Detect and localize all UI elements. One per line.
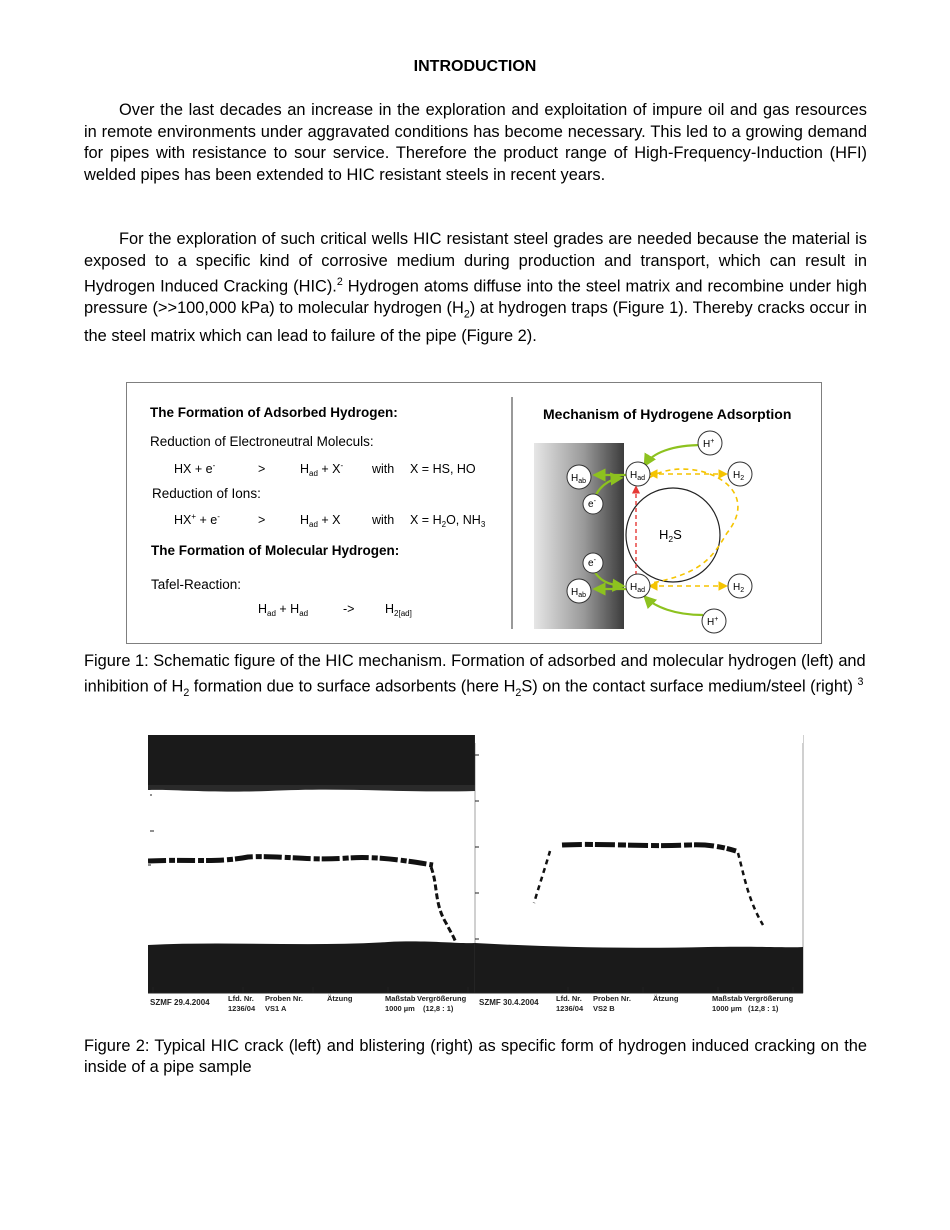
svg-text:e-: e- bbox=[588, 498, 596, 510]
svg-text:H2: $H_2$ bbox=[733, 470, 745, 482]
svg-text:Vergrößerung: Vergrößerung bbox=[744, 994, 794, 1003]
svg-text:Ätzung: Ätzung bbox=[327, 994, 353, 1003]
svg-text:H2: $H_2$ bbox=[733, 582, 745, 594]
svg-text:HX + e-: HX + e- bbox=[174, 461, 216, 476]
svg-text:Had + Had: $H_{ad} + H_{ad}$ bbox=[258, 602, 309, 618]
footnote-ref-2: 2 bbox=[336, 276, 343, 289]
svg-text:VS1 A: VS1 A bbox=[265, 1004, 287, 1013]
svg-text:Hab: $H_{ab}$ bbox=[571, 473, 587, 485]
equation-1 bbox=[174, 461, 476, 478]
left-title: The Formation of Adsorbed Hydrogen: bbox=[150, 405, 398, 420]
svg-text:1236/04: 1236/04 bbox=[228, 1004, 256, 1013]
tafel-equation bbox=[258, 602, 412, 618]
svg-text:with: with bbox=[372, 462, 395, 476]
svg-text:>: > bbox=[258, 462, 266, 476]
svg-text:(12,8 : 1): (12,8 : 1) bbox=[748, 1004, 779, 1013]
figure-2-caption: Figure 2: Typical HIC crack (left) and blistering (right) as specific form of hydrogen induced cracking on the inside of a pipe sample bbox=[84, 1037, 867, 1076]
equation-2 bbox=[174, 512, 486, 529]
svg-text:Lfd. Nr.: Lfd. Nr. bbox=[556, 994, 582, 1003]
svg-text:Ätzung: Ätzung bbox=[653, 994, 679, 1003]
svg-text:SZMF 29.4.2004: SZMF 29.4.2004 bbox=[150, 998, 210, 1007]
svg-text:Hab: $H_{ab}$ bbox=[571, 587, 587, 599]
paragraph-2-text-c: ) at hydrogen traps (Figure 1). Thereby cracks occur in the steel matrix which can lead to failure of the pipe (Figure 2). bbox=[84, 299, 867, 346]
svg-text:X = H2O, NH3: $X = H_2O$, $NH_3$ bbox=[410, 513, 486, 529]
svg-text:H2[ad]: $H_{2[ad]}$ bbox=[385, 602, 412, 618]
svg-text:1000 µm: 1000 µm bbox=[385, 1004, 415, 1013]
figure-2-micrographs bbox=[148, 735, 804, 1017]
svg-text:Had + X: $H_{ad} + X$ bbox=[300, 513, 341, 529]
svg-text:Had: $H_{ad}$ bbox=[630, 470, 646, 482]
figure-1-hic-mechanism bbox=[126, 382, 822, 644]
svg-text:Lfd. Nr.: Lfd. Nr. bbox=[228, 994, 254, 1003]
svg-text:Had + X-: $H_{ad} + X^-$ bbox=[300, 461, 344, 478]
svg-text:H+: H+ bbox=[703, 438, 715, 450]
paragraph-2 bbox=[84, 229, 867, 348]
svg-text:with: with bbox=[372, 513, 395, 527]
svg-text:->: -> bbox=[343, 602, 355, 616]
micrograph-right bbox=[475, 735, 803, 993]
figure-1-caption: Figure 1: Schematic figure of the HIC mechanism. Formation of adsorbed and molecular hydrogen (left) and inhibition of $H_2$ formation due to surface adsorbents (here $H_2S$) on the contact surface medium/steel (right) $^3$ bbox=[84, 652, 866, 699]
svg-text:Proben Nr.: Proben Nr. bbox=[265, 994, 303, 1003]
micrograph-left bbox=[148, 735, 475, 993]
svg-text:Maßstab: Maßstab bbox=[712, 994, 743, 1003]
reduction-molecules-label: Reduction of Electroneutral Moleculs: bbox=[150, 434, 374, 449]
svg-text:HX+ + e-: HX+ + e- bbox=[174, 512, 220, 527]
svg-text:Vergrößerung: Vergrößerung bbox=[417, 994, 467, 1003]
svg-text:1000 µm: 1000 µm bbox=[712, 1004, 742, 1013]
svg-text:Proben Nr.: Proben Nr. bbox=[593, 994, 631, 1003]
svg-text:SZMF 30.4.2004: SZMF 30.4.2004 bbox=[479, 998, 539, 1007]
svg-text:Maßstab: Maßstab bbox=[385, 994, 416, 1003]
paragraph-2-text-b: Hydrogen atoms diffuse into the steel matrix and recombine under high pressure (>>100,000 kPa) to molecular hydrogen (H bbox=[84, 277, 867, 318]
info-bar-right bbox=[479, 994, 794, 1013]
svg-text:H+: H+ bbox=[707, 616, 719, 628]
section-heading: INTRODUCTION bbox=[413, 58, 537, 75]
svg-text:Had: $H_{ad}$ bbox=[630, 582, 646, 594]
paragraph-1: Over the last decades an increase in the exploration and exploitation of impure oil and gas resources in remote environments under aggravated conditions has become necessary. This led to a growing demand for pipes with resistance to sour service. Therefore the product range of High-Frequency-Induction (HFI) welded pipes has been extended to HIC resistant steels in recent years. bbox=[84, 101, 867, 184]
reduction-ions-label: Reduction of Ions: bbox=[152, 486, 261, 501]
svg-text:(12,8 : 1): (12,8 : 1) bbox=[423, 1004, 454, 1013]
tafel-label: Tafel-Reaction: bbox=[151, 577, 242, 592]
svg-text:>: > bbox=[258, 513, 266, 527]
paragraph-2-subscript: 2 bbox=[463, 308, 470, 321]
svg-text:e-: e- bbox=[588, 557, 596, 569]
svg-text:1236/04: 1236/04 bbox=[556, 1004, 584, 1013]
svg-text:VS2 B: VS2 B bbox=[593, 1004, 615, 1013]
svg-text:X = HS, HO: X = HS, HO bbox=[410, 462, 476, 476]
info-bar-left bbox=[150, 994, 467, 1013]
h2s-label: $H_2S$ bbox=[659, 527, 682, 544]
right-title: Mechanism of Hydrogene Adsorption bbox=[543, 406, 792, 422]
paragraph-2-text-a: For the exploration of such critical wells HIC resistant steel grades are needed because the material is exposed to a specific kind of corrosive medium during production and transport, which can result in Hydrogen Induced Cracking (HIC). bbox=[84, 230, 867, 296]
molecular-title: The Formation of Molecular Hydrogen: bbox=[151, 543, 400, 558]
